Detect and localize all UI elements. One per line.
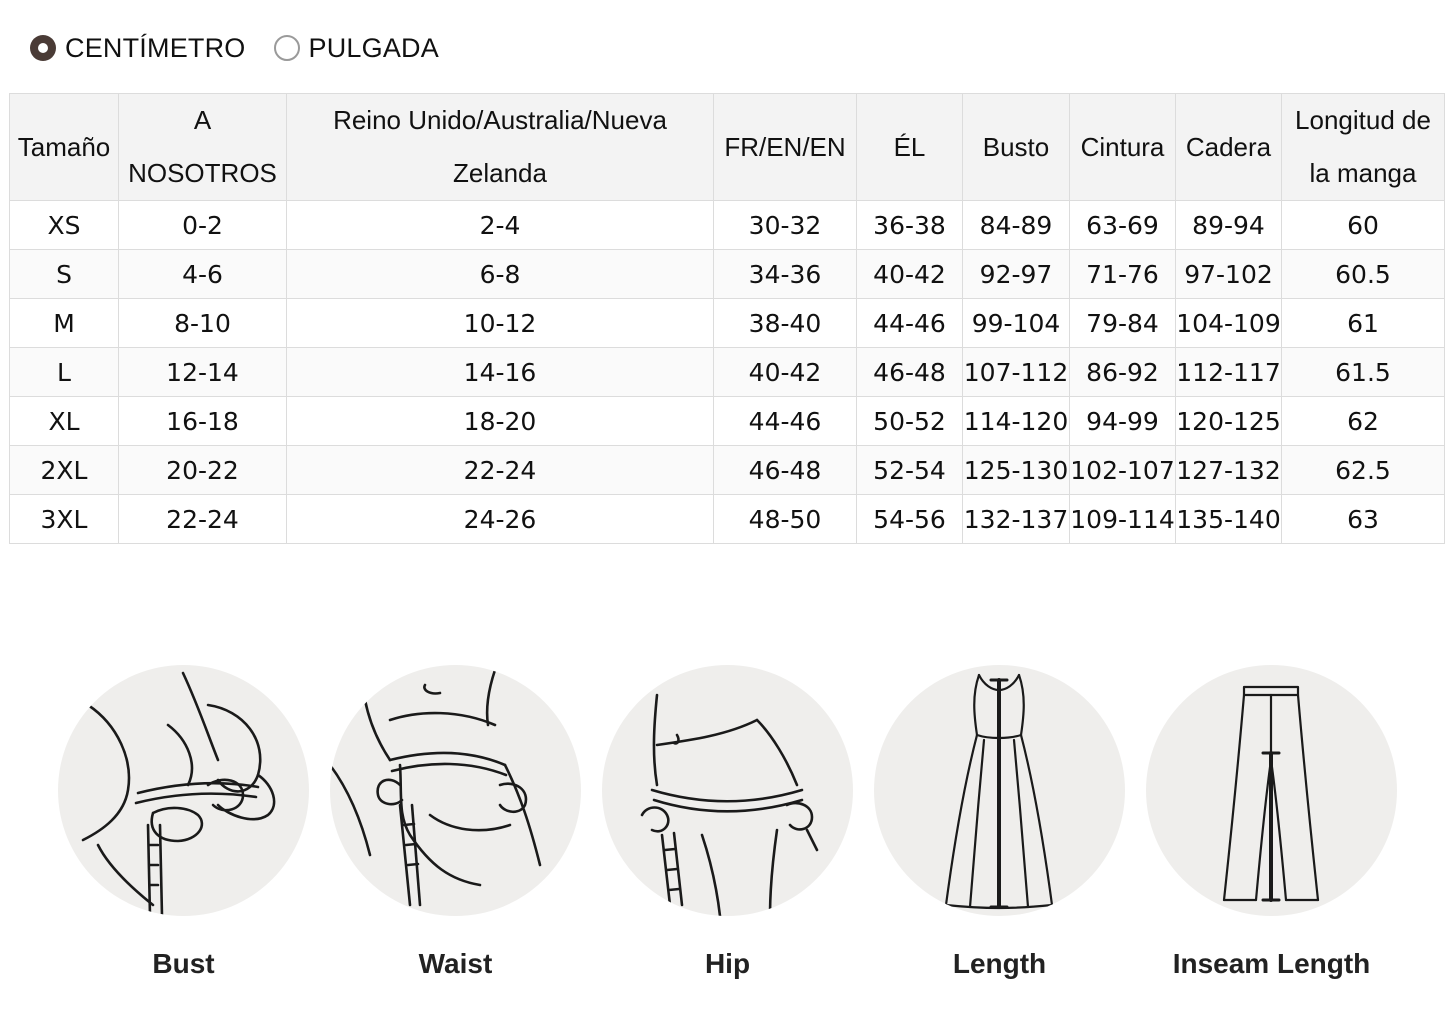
table-cell: 112-117 [1176, 348, 1282, 397]
table-cell: 89-94 [1176, 201, 1282, 250]
table-cell: 102-107 [1070, 446, 1176, 495]
table-cell: 2-4 [287, 201, 714, 250]
table-cell: 71-76 [1070, 250, 1176, 299]
table-cell: 40-42 [857, 250, 963, 299]
unit-option-centimeter[interactable] [30, 33, 246, 64]
table-cell: 22-24 [287, 446, 714, 495]
table-cell: 94-99 [1070, 397, 1176, 446]
guide-label: Bust [152, 948, 215, 979]
table-row [10, 250, 1445, 299]
header-size: Tamaño [10, 94, 119, 201]
table-cell: 97-102 [1176, 250, 1282, 299]
unit-selector [30, 30, 439, 66]
header-waist: Cintura [1070, 94, 1176, 201]
size-chart-table [9, 93, 1445, 544]
bust-measure-icon [58, 665, 309, 916]
table-cell: 6-8 [287, 250, 714, 299]
radio-checked-icon[interactable] [30, 35, 56, 61]
table-cell: 3XL [10, 495, 119, 544]
table-cell: 120-125 [1176, 397, 1282, 446]
table-cell: 109-114 [1070, 495, 1176, 544]
header-sleeve-length: Longitud de la manga [1282, 94, 1445, 201]
table-cell: 132-137 [963, 495, 1070, 544]
guide-item-inseam [1146, 665, 1397, 980]
table-cell: 38-40 [714, 299, 857, 348]
table-cell: 107-112 [963, 348, 1070, 397]
table-cell: 61 [1282, 299, 1445, 348]
table-cell: 16-18 [119, 397, 287, 446]
guide-label: Hip [704, 948, 751, 979]
table-cell: 0-2 [119, 201, 287, 250]
table-cell: 10-12 [287, 299, 714, 348]
table-cell: 12-14 [119, 348, 287, 397]
table-row [10, 348, 1445, 397]
table-cell: 54-56 [857, 495, 963, 544]
table-cell: 135-140 [1176, 495, 1282, 544]
table-cell: XS [10, 201, 119, 250]
table-cell: 99-104 [963, 299, 1070, 348]
table-cell: 114-120 [963, 397, 1070, 446]
table-header-row [10, 94, 1445, 201]
header-us: A NOSOTROS [119, 94, 287, 201]
table-cell: L [10, 348, 119, 397]
table-cell: 63-69 [1070, 201, 1176, 250]
table-row [10, 397, 1445, 446]
table-row [10, 495, 1445, 544]
table-cell: XL [10, 397, 119, 446]
waist-measure-icon [330, 665, 581, 916]
table-cell: 24-26 [287, 495, 714, 544]
header-bust: Busto [963, 94, 1070, 201]
measurement-guide [58, 665, 1397, 980]
table-row [10, 201, 1445, 250]
radio-unchecked-icon[interactable] [274, 35, 300, 61]
table-cell: 34-36 [714, 250, 857, 299]
table-cell: 92-97 [963, 250, 1070, 299]
guide-label: Length [952, 948, 1047, 979]
table-cell: 2XL [10, 446, 119, 495]
dress-length-icon [874, 665, 1125, 916]
table-cell: 61.5 [1282, 348, 1445, 397]
table-cell: 14-16 [287, 348, 714, 397]
table-cell: 4-6 [119, 250, 287, 299]
table-row [10, 446, 1445, 495]
table-cell: 46-48 [714, 446, 857, 495]
guide-item-waist [330, 665, 581, 980]
table-cell: 52-54 [857, 446, 963, 495]
unit-label: PULGADA [308, 32, 439, 63]
table-cell: 30-32 [714, 201, 857, 250]
table-cell: 60.5 [1282, 250, 1445, 299]
table-cell: 36-38 [857, 201, 963, 250]
table-cell: 125-130 [963, 446, 1070, 495]
table-cell: 22-24 [119, 495, 287, 544]
table-cell: S [10, 250, 119, 299]
table-cell: 62 [1282, 397, 1445, 446]
unit-label: CENTÍMETRO [65, 32, 246, 63]
table-cell: 50-52 [857, 397, 963, 446]
table-cell: 60 [1282, 201, 1445, 250]
table-cell: 48-50 [714, 495, 857, 544]
table-cell: 79-84 [1070, 299, 1176, 348]
table-cell: 62.5 [1282, 446, 1445, 495]
guide-item-hip [602, 665, 853, 980]
guide-label: Waist [418, 948, 493, 979]
guide-label: Inseam Length [1172, 948, 1371, 979]
header-el: ÉL [857, 94, 963, 201]
guide-item-length [874, 665, 1125, 980]
table-cell: 86-92 [1070, 348, 1176, 397]
hip-measure-icon [602, 665, 853, 916]
table-cell: 104-109 [1176, 299, 1282, 348]
table-cell: M [10, 299, 119, 348]
table-cell: 20-22 [119, 446, 287, 495]
pants-inseam-icon [1146, 665, 1397, 916]
header-uk-au-nz: Reino Unido/Australia/Nueva Zelanda [287, 94, 714, 201]
table-cell: 40-42 [714, 348, 857, 397]
table-cell: 44-46 [714, 397, 857, 446]
table-cell: 44-46 [857, 299, 963, 348]
table-row [10, 299, 1445, 348]
table-cell: 63 [1282, 495, 1445, 544]
unit-option-inch[interactable] [274, 33, 439, 64]
table-cell: 18-20 [287, 397, 714, 446]
table-cell: 127-132 [1176, 446, 1282, 495]
table-cell: 8-10 [119, 299, 287, 348]
header-hip: Cadera [1176, 94, 1282, 201]
table-cell: 84-89 [963, 201, 1070, 250]
table-cell: 46-48 [857, 348, 963, 397]
guide-item-bust [58, 665, 309, 980]
header-fr: FR/EN/EN [714, 94, 857, 201]
